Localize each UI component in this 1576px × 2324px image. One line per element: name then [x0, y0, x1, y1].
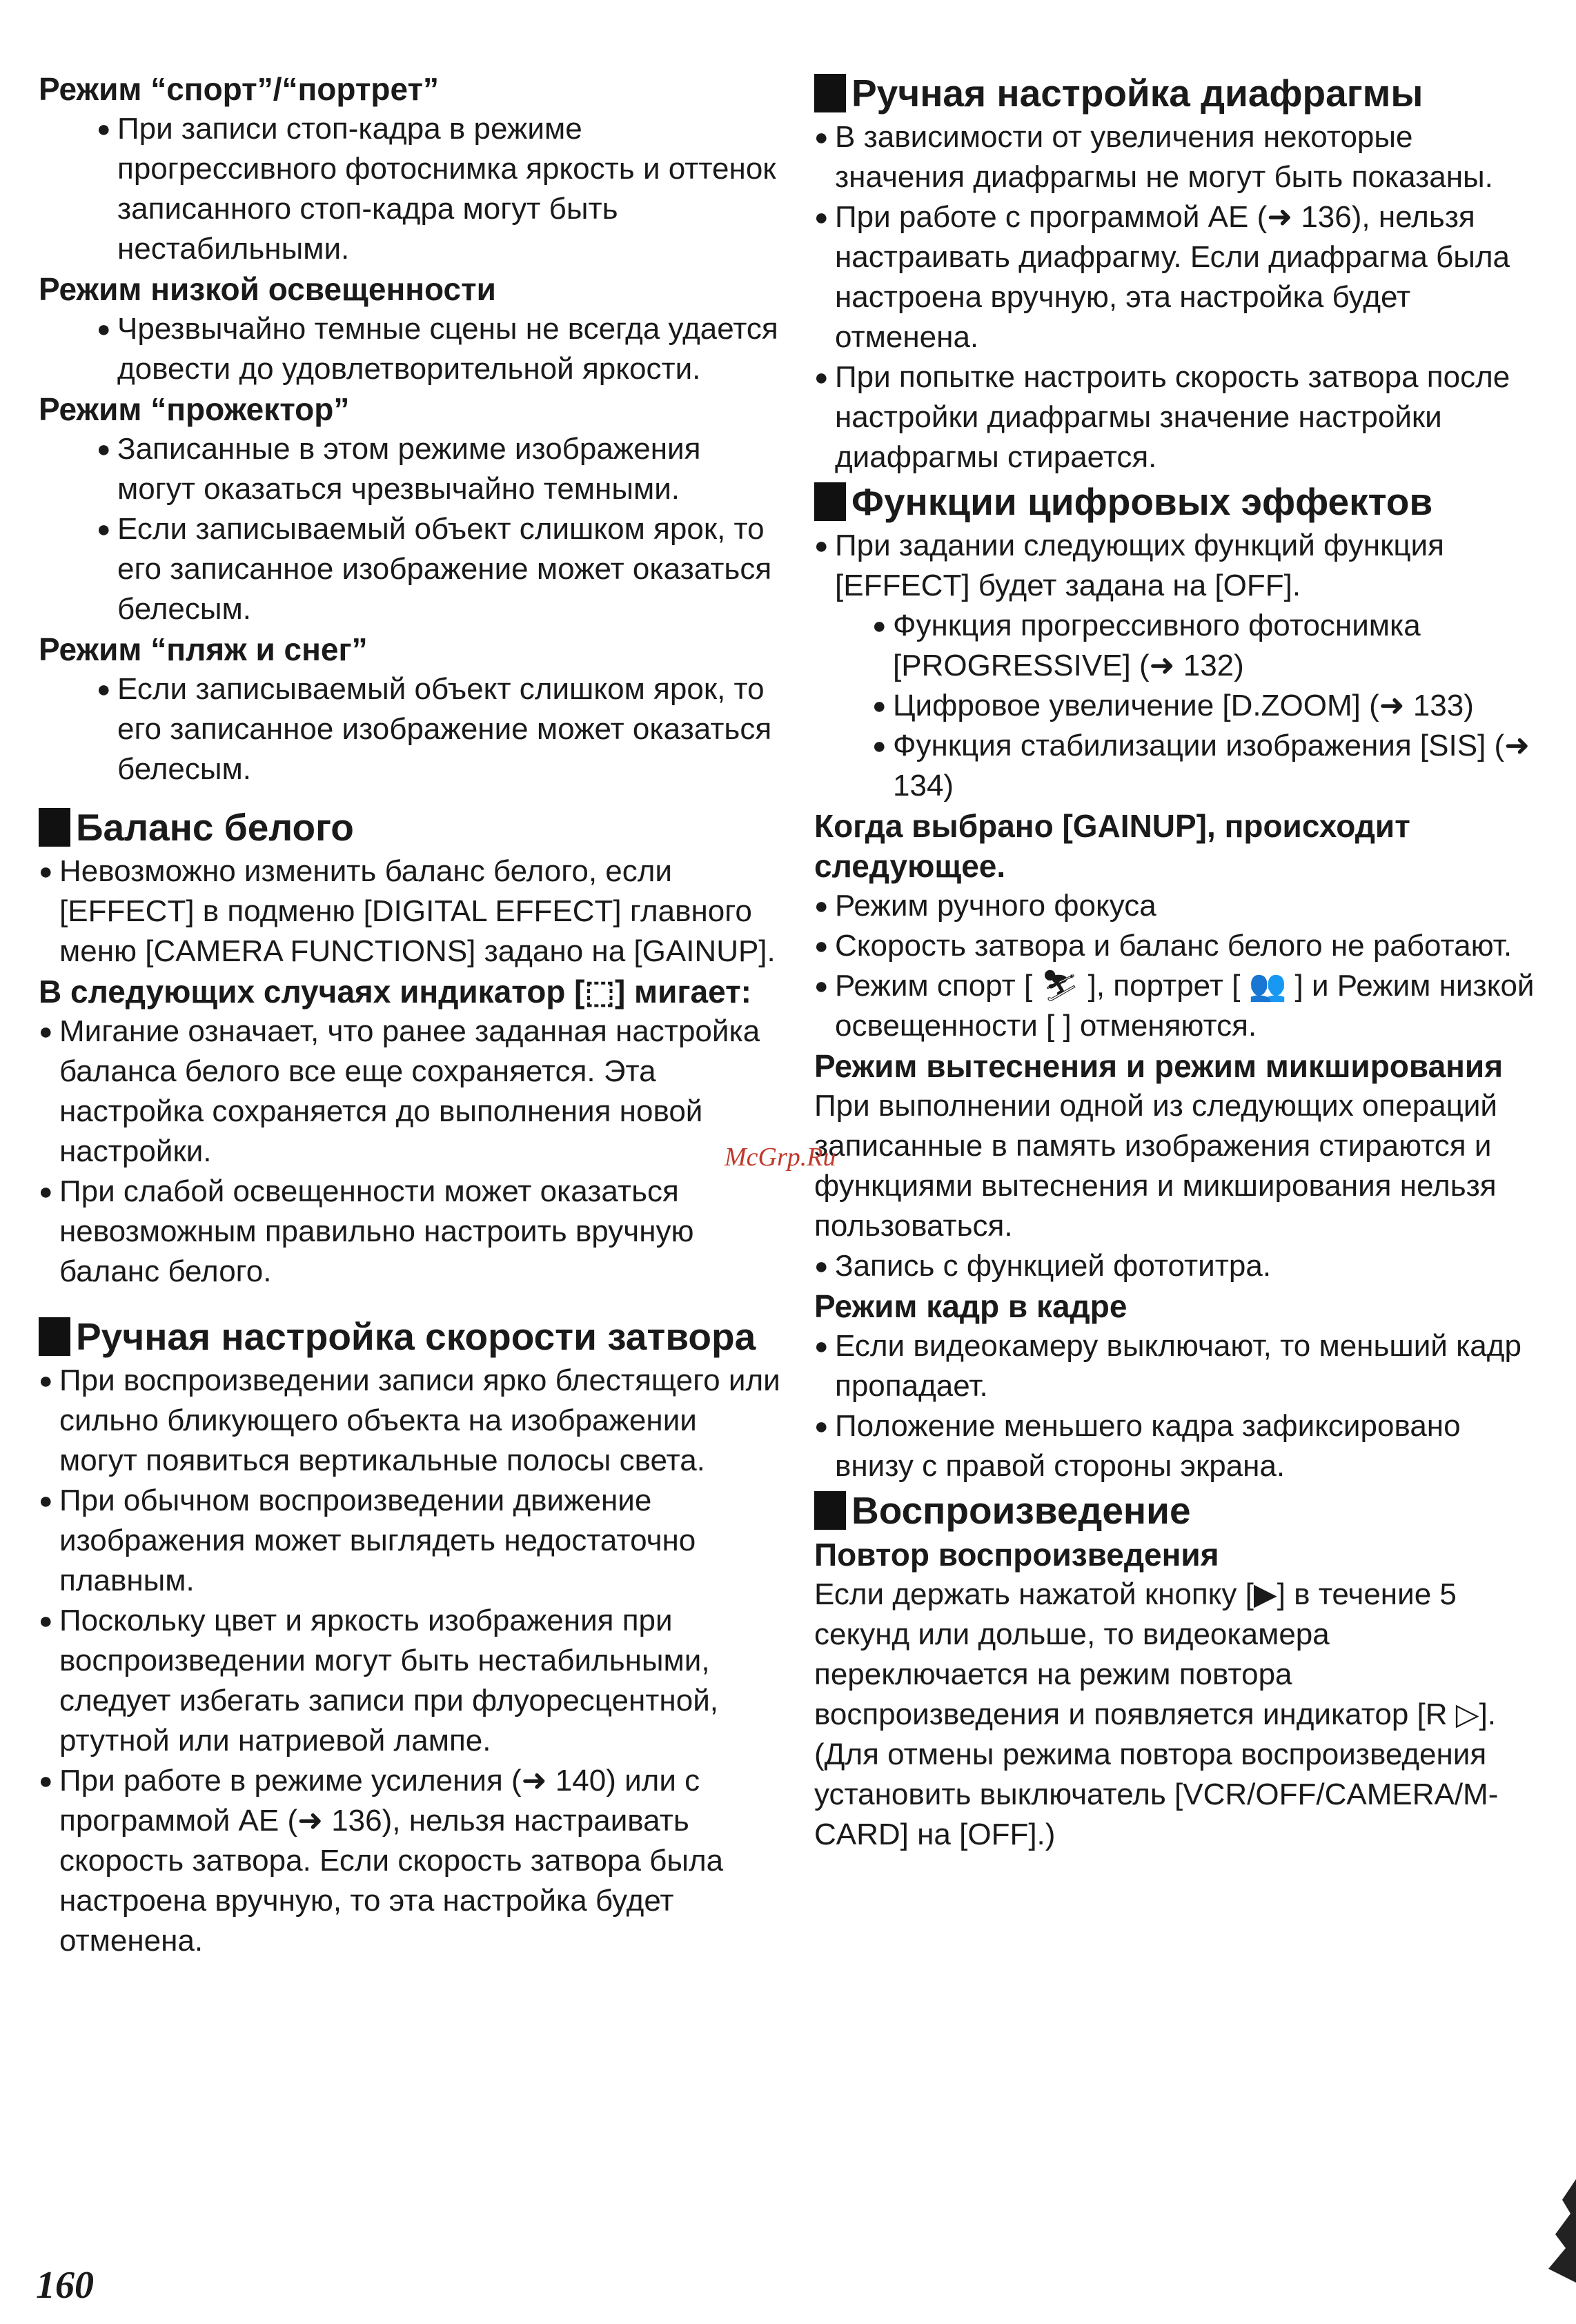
bullet-icon: ● [814, 893, 829, 919]
sub-bullet-item [872, 686, 1546, 726]
gainup-heading: Когда выбрано [GAINUP], происходит следующее. [814, 808, 1410, 884]
wb-indicator-heading: В следующих случаях индикатор [⬚] мигает: [39, 974, 751, 1010]
section-title-text: Ручная настройка диафрагмы [851, 72, 1424, 115]
bullet-icon: ● [97, 436, 111, 462]
section-square-icon [814, 1491, 846, 1530]
bullet-text: Поскольку цвет и яркость изображения при воспроизведении могут быть нестабильными, следует избегать записи при флуоресцентной, ртутной или натриевой лампе. [59, 1604, 719, 1757]
bullet-icon: ● [39, 858, 53, 885]
watermark: McGrp.Ru [725, 1143, 836, 1172]
bullet-text: При задании следующих функций функция [EFFECT] будет задана на [OFF]. [835, 529, 1444, 602]
bullet-icon: ● [814, 124, 829, 150]
bullet-text: Чрезвычайно темные сцены не всегда удается довести до удовлетворительной яркости. [117, 312, 778, 386]
bullet-text: При попытке настроить скорость затвора после настройки диафрагмы значение настройки диафрагмы стирается. [835, 360, 1510, 474]
bullet-icon: ● [97, 676, 111, 702]
wipe-mix-paragraph: При выполнении одной из следующих операций записанные в память изображения стираются и функциями вытеснения и микширования нельзя пользоваться. [814, 1089, 1497, 1243]
playback-section-title [814, 1486, 1546, 1535]
bullet-item [814, 526, 1546, 606]
bullet-item [97, 669, 780, 789]
bullet-item [814, 197, 1546, 357]
bullet-icon: ● [97, 316, 111, 342]
picture-in-picture-heading: Режим кадр в кадре [814, 1288, 1127, 1324]
bullet-text: Мигание означает, что ранее заданная настройка баланса белого все еще сохраняется. Эта настройка сохраняется до выполнения новой настройки. [59, 1014, 760, 1168]
bullet-text: Режим спорт [ ⛷ ], портрет [ 👥 ] и Режим низкой освещенности [ ] отменяются. [835, 969, 1535, 1043]
bullet-text: При слабой освещенности может оказаться невозможным правильно настроить вручную баланс белого. [59, 1174, 694, 1288]
bullet-item [39, 1761, 780, 1961]
repeat-playback-heading: Повтор воспроизведения [814, 1537, 1219, 1573]
section-title-text: Функции цифровых эффектов [851, 480, 1433, 523]
bullet-item [39, 1481, 780, 1601]
bullet-icon: ● [97, 116, 111, 142]
bullet-icon: ● [872, 613, 887, 639]
bullet-text: Невозможно изменить баланс белого, если [EFFECT] в подменю [DIGITAL EFFECT] главного меню [CAMERA FUNCTIONS] задано на [GAINUP]. [59, 854, 776, 968]
bullet-item [814, 886, 1546, 926]
bullet-text: При обычном воспроизведении движение изображения может выглядеть недостаточно плавным. [59, 1484, 696, 1597]
bullet-item [39, 1601, 780, 1761]
bullet-text: Если видеокамеру выключают, то меньший кадр пропадает. [835, 1329, 1521, 1403]
bullet-icon: ● [814, 533, 829, 559]
bullet-text: При работе в режиме усиления (➜ 140) или с программой AE (➜ 136), нельзя настраивать скорость затвора. Если скорость затвора была настроена вручную, то эта настройка будет отменена. [59, 1764, 724, 1958]
bullet-item [39, 1012, 780, 1172]
low-light-heading: Режим низкой освещенности [39, 271, 496, 307]
bullet-item [814, 926, 1546, 966]
bullet-text: Функция стабилизации изображения [SIS] (➜ 134) [893, 729, 1530, 802]
bullet-item [814, 1326, 1546, 1406]
beach-snow-heading: Режим “пляж и снег” [39, 631, 368, 667]
white-balance-section-title [39, 803, 780, 851]
spotlight-heading: Режим “прожектор” [39, 391, 350, 427]
sub-bullet-item [872, 726, 1546, 806]
bullet-text: Записанные в этом режиме изображения могут оказаться чрезвычайно темными. [117, 432, 701, 506]
wipe-mix-heading: Режим вытеснения и режим микширования [814, 1048, 1504, 1084]
bullet-icon: ● [39, 1368, 53, 1394]
bullet-item [814, 1406, 1546, 1486]
section-title-text: Ручная настройка скорости затвора [76, 1315, 756, 1358]
shutter-speed-section-title [39, 1312, 780, 1361]
sub-bullet-item [872, 606, 1546, 686]
bullet-icon: ● [872, 693, 887, 719]
bullet-item [39, 1172, 780, 1292]
section-square-icon [39, 808, 70, 847]
bullet-item [814, 966, 1546, 1046]
bullet-text: При воспроизведении записи ярко блестящего или сильно бликующего объекта на изображении могут появиться вертикальные полосы света. [59, 1363, 780, 1477]
bullet-text: Функция прогрессивного фотоснимка [PROGRESSIVE] (➜ 132) [893, 609, 1421, 682]
bullet-icon: ● [814, 204, 829, 230]
bullet-text: Положение меньшего кадра зафиксировано внизу с правой стороны экрана. [835, 1409, 1461, 1483]
bullet-icon: ● [39, 1768, 53, 1794]
bullet-item [814, 357, 1546, 477]
left-column [39, 69, 780, 1961]
bullet-icon: ● [39, 1179, 53, 1205]
bullet-item [814, 1246, 1546, 1286]
section-square-icon [814, 74, 846, 112]
bullet-icon: ● [872, 733, 887, 759]
bullet-icon: ● [814, 1253, 829, 1279]
digital-effects-section-title [814, 477, 1546, 526]
bullet-icon: ● [814, 973, 829, 999]
bullet-icon: ● [814, 1413, 829, 1439]
bullet-item [39, 851, 780, 972]
bullet-icon: ● [814, 364, 829, 391]
bullet-item [39, 1361, 780, 1481]
bullet-text: Если записываемый объект слишком ярок, то его записанное изображение может оказаться белесым. [117, 672, 772, 786]
bullet-text: В зависимости от увеличения некоторые значения диафрагмы не могут быть показаны. [835, 120, 1493, 194]
bullet-item [97, 429, 780, 509]
bullet-item [814, 117, 1546, 197]
binding-edge-mark [1535, 2179, 1576, 2283]
section-title-text: Воспроизведение [851, 1489, 1191, 1532]
bullet-icon: ● [814, 933, 829, 959]
section-title-text: Баланс белого [76, 806, 354, 849]
iris-section-title [814, 69, 1546, 117]
bullet-text: Запись с функцией фототитра. [835, 1249, 1272, 1283]
bullet-icon: ● [39, 1488, 53, 1514]
sport-portrait-heading: Режим “спорт”/“портрет” [39, 71, 439, 107]
bullet-text: Цифровое увеличение [D.ZOOM] (➜ 133) [893, 689, 1474, 722]
bullet-text: При записи стоп-кадра в режиме прогрессивного фотоснимка яркость и оттенок записанного стоп-кадра могут быть нестабильными. [117, 112, 776, 266]
section-square-icon [814, 482, 846, 521]
bullet-icon: ● [97, 516, 111, 542]
repeat-playback-paragraph: Если держать нажатой кнопку [▶] в течение 5 секунд или дольше, то видеокамера переключается на режим повтора воспроизведения и появляется индикатор [R ▷]. (Для отмены режима повтора воспроизведения установить выключатель [VCR/OFF/CAMERA/M-CARD] на [OFF].) [814, 1577, 1499, 1851]
bullet-item [97, 509, 780, 629]
bullet-text: При работе с программой AE (➜ 136), нельзя настраивать диафрагму. Если диафрагма была настроена вручную, эта настройка будет отменена. [835, 200, 1510, 354]
bullet-text: Если записываемый объект слишком ярок, то его записанное изображение может оказаться белесым. [117, 512, 772, 626]
bullet-item [97, 309, 780, 389]
bullet-text: Режим ручного фокуса [835, 889, 1156, 923]
bullet-icon: ● [39, 1608, 53, 1634]
page-number: 160 [36, 2264, 94, 2307]
bullet-text: Скорость затвора и баланс белого не работают. [835, 929, 1513, 963]
bullet-icon: ● [814, 1333, 829, 1359]
bullet-item [97, 109, 780, 269]
section-square-icon [39, 1317, 70, 1356]
bullet-icon: ● [39, 1018, 53, 1045]
right-column [814, 69, 1546, 1855]
